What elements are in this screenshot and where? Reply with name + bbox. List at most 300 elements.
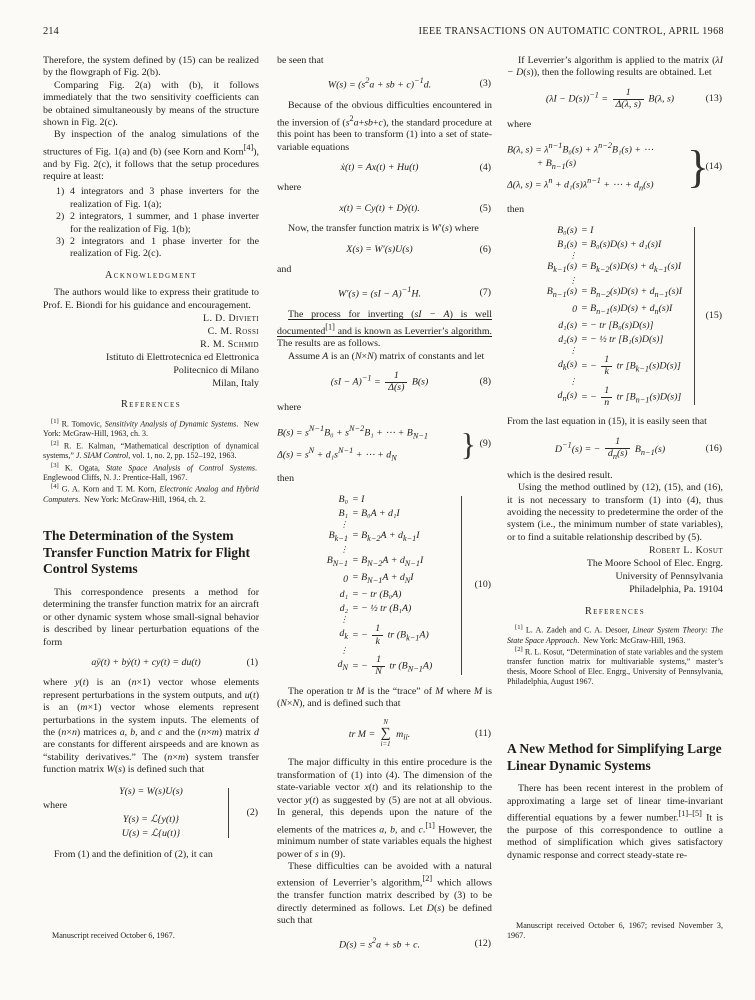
i: n [71, 727, 77, 739]
paragraph-assume-a: Assume A is an (N×N) matrix of constants and let [288, 350, 485, 362]
sub: k−2 [367, 534, 381, 544]
span [385, 371, 407, 394]
span: = I [352, 494, 365, 506]
vertical-bar-delimiter [461, 496, 462, 674]
sub: k−1 [635, 364, 649, 374]
span: d₁(s) [558, 319, 577, 331]
i: m [80, 702, 88, 714]
i: c [418, 823, 423, 835]
sup: [3] [51, 461, 59, 469]
equation-line: + $B_{n-1}(s)$ [507, 158, 577, 172]
sup: 2 [349, 113, 354, 123]
span: (1) [246, 657, 258, 669]
span: (6) [479, 243, 491, 255]
span: d₁ [339, 589, 348, 601]
i: M [435, 685, 444, 697]
span: 0 [572, 304, 577, 316]
signature-address: The Moore School of Elec. Engrg. [586, 558, 723, 570]
paragraph-inspection: By inspection of the analog simulations of the structures of Fig. 1(a) and (b) (see Korn and Korn[4]), and by Fig. 2(c), it follows that the setup procedures require at least: [43, 129, 259, 182]
i: N [354, 350, 362, 362]
equation-9 [277, 422, 492, 465]
span: Δ(s) [388, 382, 405, 394]
equation-line [292, 655, 477, 678]
equation-lines [292, 493, 477, 677]
paragraph-where-8: where [277, 401, 302, 413]
signature-address: Milan, Italy [212, 377, 259, 389]
span [381, 719, 391, 750]
span: 1 [605, 437, 630, 449]
span: 0 [343, 573, 348, 585]
references-heading-left: References [120, 399, 182, 411]
paragraph-from-last: From the last equation in (15), it is easily seen that [507, 416, 707, 428]
column-right [507, 55, 723, 1000]
span: 1 [613, 88, 644, 100]
footnote-left: Manuscript received October 6, 1967. [52, 931, 175, 940]
equation-13 [507, 88, 723, 111]
span: $d_n(s)$ [607, 448, 628, 462]
span: tr M = N ∑ i=1 $m_{ii}$. [348, 718, 411, 748]
span: Δ(λ, s) [615, 99, 641, 111]
sup: [4] [51, 483, 59, 491]
equation-line [517, 386, 713, 409]
span: d₂ [339, 603, 348, 615]
i: a [119, 727, 125, 739]
paragraph-desired-result: which is the desired result. [507, 469, 613, 481]
span: ⋮ [569, 250, 577, 260]
i: c [378, 116, 383, 128]
paragraph-be-seen: be seen that [277, 55, 324, 66]
i: M [356, 685, 365, 697]
sub: N [404, 576, 411, 586]
right-brace-delimiter: } [460, 425, 476, 462]
equation-5 [277, 203, 492, 215]
i: a [379, 823, 385, 835]
sub: N−1 [412, 431, 429, 441]
i: s [445, 223, 449, 235]
paragraph-now-tfm: Now, the transfer function matrix is W′(s) where [288, 223, 479, 235]
span: (4) [479, 162, 491, 174]
span: $d_k(s)$ [557, 358, 577, 372]
span: (16) [705, 443, 722, 455]
signature-name: C. M. Rossi [207, 325, 259, 337]
signature-name: R. M. Schmid [200, 338, 259, 350]
equation-8 [277, 371, 492, 394]
equation-15 [507, 224, 723, 408]
sub: n−1 [654, 289, 669, 299]
span: X(s) = W′(s)U(s) [346, 243, 413, 255]
span: k [604, 366, 609, 378]
span: = − tr [B₀(s)D(s)] [581, 319, 654, 331]
vertical-bar-delimiter [228, 788, 229, 838]
equation-line [517, 260, 713, 277]
paragraph-correspondence-intro: This correspondence presents a method for determining the transfer function matrix for an aircraft or other dynamic system whose small-signal behavior is described by linear perturbation equations of the form [43, 587, 259, 648]
span: $d_n(s)$ [557, 389, 577, 403]
signature-name: Robert L. Kosut [649, 545, 723, 557]
equation-line: Y(s) = W(s)U(s) [119, 785, 183, 797]
i: s [526, 67, 531, 79]
span: 1 [372, 624, 383, 636]
span: ∑ [380, 725, 391, 741]
equation-line: where [43, 799, 68, 811]
signature-address: Istituto di Elettrotecnica ed Elettronica [105, 351, 259, 363]
span [613, 88, 644, 111]
span: k [375, 635, 380, 647]
i: m [177, 751, 186, 763]
span: ⋮ [340, 645, 348, 655]
sup: [1] [425, 820, 435, 830]
equation-line [292, 529, 477, 546]
i: Sensitivity Analysis of Dynamic Systems [104, 419, 237, 429]
sub: n [562, 393, 567, 403]
sub: ii [403, 732, 408, 742]
span: $d_N$ [337, 658, 348, 672]
equation-11 [277, 719, 492, 750]
span: $D^{-1}(s)$ = − $\frac{1}{d_n(s)}$ $B_{n-1}(s)$ [554, 435, 666, 462]
sub: k−1 [402, 534, 417, 544]
i: W [106, 764, 115, 776]
equation-number: (2) [246, 806, 258, 818]
i: b [390, 823, 395, 835]
i: sI − A [414, 309, 450, 321]
i: N [292, 698, 300, 710]
sub: N−1 [332, 559, 348, 569]
equation-line [292, 554, 477, 571]
span: B₀(s) [557, 224, 577, 236]
span: N [375, 666, 382, 678]
reference-item: [4] G. A. Korn and T. M. Korn, Electronic Analog and Hybrid Computers. New York: McGraw-Hill, 1964, ch. 2. [43, 483, 259, 504]
sup: n−1 [548, 141, 563, 150]
sup: [1]–[5] [678, 809, 702, 819]
span: = − ½ tr [B₁(s)D(s)] [581, 333, 664, 345]
paragraph-trace: The operation tr M is the “trace” of M where M is (N×N), and is defined such that [277, 685, 492, 710]
equation-line [517, 355, 713, 378]
i: s [345, 116, 350, 128]
equation-dots [517, 347, 713, 355]
i: s [437, 902, 442, 914]
span [605, 437, 630, 462]
sup: N−1 [338, 445, 354, 455]
span: B₁(s) [557, 238, 577, 250]
sup: [1] [325, 322, 335, 332]
equation-2 [43, 785, 259, 841]
span: 2) [56, 211, 65, 223]
equation-lines [43, 785, 259, 841]
reference-item: [2] R. L. Kosut, “Determination of state variables and the system transfer function matrix for multivariable systems,” master’s thesis, Moore School of Elec. Engrg., University of Pennsylvania, Philadelphia, August 1967. [507, 646, 723, 686]
span: = B₀A + d₁I [352, 508, 400, 520]
equation-dots [292, 521, 477, 529]
equation-line: $\Delta(s) = s^N + d_1s^{N-1}$ + ⋯ + $d_N$ [277, 445, 397, 462]
sub: k [562, 362, 567, 372]
i: A [322, 350, 329, 362]
paragraph-acknowledgment: The authors would like to express their gratitude to Prof. E. Biondi for his guidance and encouragement. [43, 287, 259, 311]
equation-1 [43, 657, 259, 669]
paragraph-where-4: where [277, 182, 302, 194]
span [601, 386, 612, 409]
span: = − ½ tr (B₁A) [352, 603, 412, 615]
span: = I [581, 224, 594, 236]
span: n [604, 397, 610, 409]
span: = $B_{n-1}(s)D(s) + d_n(s)I$ [581, 302, 673, 316]
footnote-right: Manuscript received October 6, 1967; revised November 3, 1967. [507, 921, 723, 940]
i: t [82, 677, 86, 689]
sub: k−1 [654, 264, 668, 274]
span: 1 [372, 655, 385, 667]
i: t [252, 689, 256, 701]
i: J. SIAM Control [75, 450, 129, 460]
paragraph-and: and [277, 264, 292, 276]
equation-12 [277, 935, 492, 952]
author-signature-kosut [507, 545, 723, 597]
sub: N [342, 662, 348, 672]
equation-dots [517, 277, 713, 285]
i: D [426, 902, 434, 914]
sub: n [612, 452, 617, 462]
sub: N [391, 452, 397, 462]
i: d [254, 727, 259, 739]
list-item: 3) 2 integrators and 1 phase inverter for the realization of Fig. 2(c). [56, 235, 259, 260]
span: W′(s) = (sI − A)$^{-1}$H. [338, 285, 421, 300]
page-number: 214 [43, 26, 59, 37]
signature-name: L. D. Divieti [203, 313, 259, 325]
span: = $B_{N-1}A + d_NI$ [352, 572, 414, 586]
sub: N−1 [367, 576, 383, 586]
list-item: 2) 2 integrators, 1 summer, and 1 phase inverter for the realization of Fig. 1(b); [56, 211, 259, 235]
vertical-bar-delimiter [694, 227, 695, 405]
span: i=1 [380, 740, 391, 748]
paragraph-therefore: Therefore, the system defined by (15) can be realized by the flowgraph of Fig. 2(b). [43, 55, 259, 79]
span: ⋮ [340, 545, 348, 555]
references-left [43, 417, 259, 504]
span: 1 [601, 386, 612, 398]
span: = − $\frac{1}{n}$ tr $[B_{n-1}(s)D(s)]$ [581, 384, 682, 409]
span: 1 [385, 371, 407, 383]
sup: −1 [562, 440, 572, 450]
i: c [158, 727, 163, 739]
equation-dots [292, 546, 477, 554]
paragraph-using-method: Using the method outlined by (12), (15), and (16), it is not necessary to transform (1) into (4), thus avoiding the necessity to predetermine the order of the system (i.e., the minimum number of state variables), or to find a suitable relationship described by (5). [507, 482, 723, 543]
sup: −1 [401, 285, 412, 295]
equation-line [517, 238, 713, 252]
paragraph-recent-interest: There has been recent interest in the problem of approximating a large set of linear time-invariant differential equations by a fewer number.[1]–[5] It is the purpose of this correspondence to outline a method of simplification which gives satisfactory dynamic response and correct steady-state re- [507, 783, 723, 861]
span: B₁ [338, 508, 348, 520]
i: y [304, 794, 310, 806]
span: $B_{n-1}(s)$ [546, 285, 577, 299]
signature-address: University of Pennsylvania [615, 571, 723, 583]
i: b [130, 727, 136, 739]
i: s [314, 848, 319, 860]
equation-line [517, 302, 713, 319]
span: = $B_{n-2}(s)D(s) + d_{n-1}(s)I$ [581, 285, 683, 299]
span: $W(s) = (s^2a$ + sb + c)$^{-1}$d. [327, 76, 432, 91]
equation-14 [507, 139, 723, 196]
sub: n−1 [551, 162, 566, 172]
i: sb [364, 116, 373, 128]
paragraph-difficulties: Because of the obvious difficulties encountered in the inversion of $(s^2a+sb+c)$, the standard procedure at this point has been to transform (1) into a set of state-variable equations [277, 100, 492, 153]
signature-address: Politecnico di Milano [173, 364, 259, 376]
i: N [280, 698, 287, 710]
sup: n−2 [598, 141, 612, 150]
i: M [473, 685, 483, 697]
sup: [2] [51, 439, 59, 447]
i: Electronic Analog and Hybrid Computers [43, 485, 259, 504]
span: $B_{k-1}$ [328, 530, 348, 544]
equation-line [292, 493, 477, 507]
i: u [244, 689, 250, 701]
sub: N−1 [404, 559, 420, 569]
span [601, 355, 612, 378]
span: 1 [601, 355, 612, 367]
equation-number: (10) [474, 579, 491, 591]
sub: k−1 [334, 534, 348, 544]
equation-line: Δ(λ, $s) = \lambda^n + d_1(s)\lambda^{n-1}$ + ⋯ + $d_n(s)$ [507, 176, 654, 193]
span: (7) [479, 286, 491, 298]
paragraph-comparing: Comparing Fig. 2(a) with (b), it follows immediately that the two sensitivity coefficients can be obtained simultaneously by means of the structure shown in Fig. 2(c). [43, 79, 259, 129]
i: a [353, 116, 359, 128]
span: ⋮ [340, 615, 348, 625]
span: = $B_{k-2}(s)D(s) + d_{k-1}(s)I$ [581, 260, 682, 274]
sub: k [344, 632, 348, 641]
span: B₀ [338, 494, 348, 506]
equation-line [517, 285, 713, 302]
span: $B_{N-1}$ [326, 555, 348, 569]
equation-line [517, 224, 713, 238]
equation-line [292, 602, 477, 616]
i: Linear System Theory: The State Space Approach [507, 625, 723, 645]
paragraph-if-leverrier: If Leverrier’s algorithm is applied to the matrix (λI − D(s)), then the following results are obtained. Let [507, 55, 723, 79]
paragraph-from-1: From (1) and the definition of (2), it can [54, 848, 213, 860]
equation-number: (14) [705, 161, 722, 173]
span: 1) [56, 186, 65, 198]
column-middle [277, 55, 492, 1000]
sup: N−1 [308, 424, 325, 434]
sub: n−1 [640, 447, 655, 457]
span: ⋮ [569, 376, 577, 386]
section-gap [507, 687, 723, 717]
span: (sI − A)$^{-1}$ = $\frac{1}{\Delta(s)}$ B(s) [330, 370, 429, 394]
sub: k−1 [406, 633, 420, 643]
equation-line [517, 333, 713, 347]
sub: n−1 [635, 395, 650, 405]
sub: k−1 [553, 264, 567, 274]
equation-line [292, 588, 477, 602]
reference-item: [2] R. E. Kalman, “Mathematical description of dynamical systems,” J. SIAM Control, vol. 1, no. 2, pp. 152–192, 1963. [43, 439, 259, 460]
u: The process for inverting (sI − A) is well documented[1] and is known as Leverrier’s algorithm. [277, 309, 492, 337]
equation-line [292, 507, 477, 521]
i: y [75, 677, 80, 689]
span [372, 624, 383, 647]
equation-line: $B(s) = s^{N-1}B_0 + s^{N-2}B_1$ + ⋯ + $B_{N-1}$ [277, 424, 429, 441]
span: d₂(s) [558, 333, 577, 345]
i: x [364, 782, 369, 794]
i: t [312, 794, 316, 806]
span: (5) [479, 202, 491, 214]
equation-6 [277, 244, 492, 256]
span: N [383, 718, 388, 726]
article-title-flight-control: The Determination of the System Transfer Function Matrix for Flight Control Systems [43, 528, 250, 577]
i: t [372, 782, 375, 794]
sub: n−1 [552, 289, 567, 299]
equation-dots [517, 378, 713, 386]
equation-7 [277, 284, 492, 301]
span: $B_{k-1}(s)$ [547, 260, 577, 274]
equation-line [517, 319, 713, 333]
paragraph-avoided: These difficulties can be avoided with a natural extension of Leverrier’s algorithm,[2] which allows the transfer function matrix described by (3) to be directly determined as follows. Let D(s) be defined such that [277, 861, 492, 926]
sup: [4] [243, 142, 254, 152]
i: m [211, 727, 219, 739]
sup: [2] [515, 646, 523, 654]
i: n [61, 727, 67, 739]
i: N [367, 350, 374, 362]
paragraph-vector-defs: where y(t) is an (n×1) vector whose elements represent perturbations in the system outputs, and u(t) is an (m×1) vector whose elements represent perturbations in the system inputs. The elements of the (n×n) matrices a, b, and c and the (n×m) matrix d are constants for different airspeeds and are known as “stability derivatives.” The (n×m) system transfer function matrix W(s) is defined such that [43, 677, 259, 776]
sub: n−1 [596, 306, 610, 316]
span: = − tr (B₀A) [352, 589, 402, 601]
paragraph-major-difficulty: The major difficulty in this entire procedure is the transformation of (1) into (4). The dimension of the state-variable vector x(t) and its relationship to the vector y(t) as suggested by (5) are not at all obvious. In general, this depends upon the nature of the elements of the matrices a, b, and c.[1] However, the minimum number of state variables equals the highest power of s in (9). [277, 757, 492, 860]
sup: n [548, 176, 553, 186]
equation-line: B(λ, $s) = \lambda^{n-1}B_0(s) + \lambda^{n-2}B_1(s)$ + ⋯ [507, 141, 654, 156]
equation-line: U(s) = ℒ{u(t)} [121, 827, 181, 839]
reference-item: [1] R. Tomovic, Sensitivity Analysis of Dynamic Systems. New York: McGraw-Hill, 1963, ch. 3. [43, 417, 259, 439]
equation-16 [507, 437, 723, 462]
span: = − $\frac{1}{N}$ tr $(B_{N-1}A)$ [352, 653, 433, 678]
span: $(\lambda I - D(s))^{-1}$ = $\frac{1}{\Delta(\lambda, s)}$ B(λ, s) [545, 86, 675, 111]
sup: N [308, 445, 315, 455]
span: = $B_{k-2}A + d_{k-1}I$ [352, 530, 420, 544]
equation-number: (9) [479, 437, 491, 449]
span: (13) [705, 93, 722, 104]
equation-lines [517, 224, 713, 408]
acknowledgment-heading: Acknowledgment [105, 269, 197, 281]
span: (12) [474, 937, 491, 949]
sup: N−2 [349, 424, 365, 434]
article-title-new-method: A New Method for Simplifying Large Linear Dynamic Systems [507, 741, 722, 773]
sup: −1 [589, 90, 599, 100]
column-left [43, 55, 259, 1000]
equation-3 [277, 75, 492, 92]
span: ⋮ [569, 345, 577, 355]
span: 3) [56, 235, 65, 247]
references-heading-right: References [584, 605, 646, 617]
author-signature-divieti [43, 313, 259, 390]
sup: 2 [365, 76, 370, 86]
sup: −1 [361, 373, 372, 383]
span: ⋮ [569, 275, 577, 285]
span: = − $\frac{1}{k}$ tr $[B_{k-1}(s)D(s)]$ [581, 353, 681, 378]
equation-number: (15) [705, 309, 722, 321]
paragraph-where-13: where [507, 118, 532, 130]
equation-10 [277, 493, 492, 677]
equation-line [292, 571, 477, 588]
equation-dots [517, 252, 713, 260]
sup: [2] [422, 874, 433, 884]
sub: n−2 [596, 289, 610, 299]
sup: 2 [372, 936, 377, 946]
sub: N−2 [367, 559, 383, 569]
list-item: 1) 4 integrators and 3 phase inverters for the realization of Fig. 1(a); [56, 186, 259, 210]
i: State Space Analysis of Control Systems [106, 463, 255, 473]
span: ⋮ [340, 520, 348, 530]
sup: [1] [51, 417, 59, 425]
equation-dots [292, 647, 477, 655]
reference-item: [1] L. A. Zadeh and C. A. Desoer, Linear System Theory: The State Space Approach. New York: McGraw-Hill, 1963. [507, 624, 723, 645]
sub: N−1 [407, 664, 423, 674]
i: W [431, 223, 440, 235]
i: n [201, 727, 207, 739]
setup-requirements-list [43, 186, 259, 260]
journal-header: IEEE TRANSACTIONS ON AUTOMATIC CONTROL, APRIL 1968 [418, 26, 724, 37]
paragraph-then-9: then [277, 472, 295, 484]
span: (11) [475, 727, 491, 739]
span: = B₀(s)D(s) + d₁(s)I [581, 238, 662, 250]
